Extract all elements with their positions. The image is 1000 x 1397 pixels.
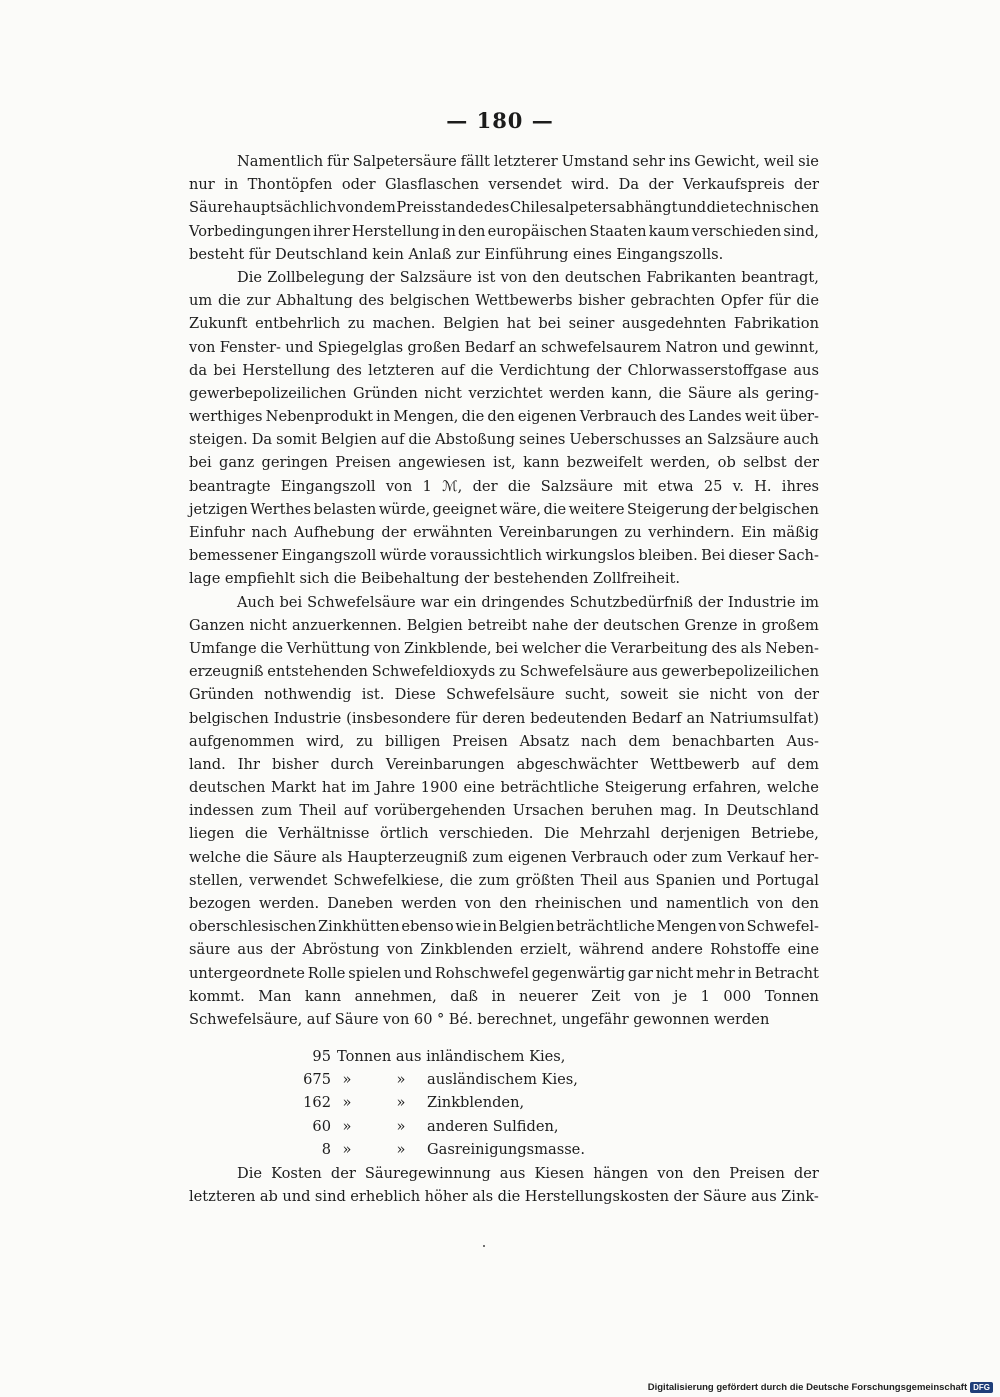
source-description: Zinkblenden, [427,1094,525,1112]
source-description: Tonnen aus inländischem Kies, [337,1048,566,1065]
text-line: erzeugniß entstehenden Schwefeldioxyds zu Schwefelsäure aus gewerbepolizeilichen [189,663,819,681]
tonnage-table [189,1045,819,1161]
text-line: von Fenster- und Spiegelglas großen Bedarf an schwefelsaurem Natron und gewinnt, [189,338,819,356]
text-line: gewerbepolizeilichen Gründen nicht verzichtet werden kann, die Säure als gering- [189,384,819,402]
text-line: Umfange die Verhüttung von Zinkblende, bei welcher die Verarbeitung des als Neben- [189,639,819,657]
ditto-mark: » [396,1117,406,1135]
dfg-logo-icon: DFG [970,1382,993,1393]
table-row [189,1138,819,1161]
text-line: belgischen Industrie (insbesondere für deren bedeutenden Bedarf an Natriumsulfat) [189,709,819,727]
text-line: land. Ihr bisher durch Vereinbarungen abgeschwächter Wettbewerb auf dem [189,755,819,773]
page-number: — 180 — [446,108,554,133]
text-line: lage empfiehlt sich die Beibehaltung der bestehenden Zollfreiheit. [189,570,681,588]
text-line: beantragte Eingangszoll von 1 ℳ, der die Salzsäure mit etwa 25 v. H. ihres [189,477,819,495]
text-line: Gründen nothwendig ist. Diese Schwefelsäure sucht, soweit sie nicht von der [189,686,819,704]
text-line: kommt. Man kann annehmen, daß in neuerer Zeit von je 1 000 Tonnen [189,987,819,1005]
table-row [189,1068,819,1091]
text-line: bemessener Eingangszoll würde voraussichtlich wirkungslos bleiben. Bei dieser Sach- [189,547,819,565]
ditto-mark: » [396,1094,406,1112]
text-line: Die Kosten der Säuregewinnung aus Kiesen hängen von den Preisen der [237,1165,819,1182]
body-text [189,150,819,1031]
text-line: Zukunft entbehrlich zu machen. Belgien hat bei seiner ausgedehnten Fabrikation [189,315,819,333]
text-line: Säure hauptsächlich von dem Preisstande des Chilesalpeters abhängt und die technischen [189,199,819,217]
text-line: Auch bei Schwefelsäure war ein dringendes Schutzbedürfniß der Industrie im [237,593,819,611]
text-line: untergeordnete Rolle spielen und Rohschwefel gegenwärtig gar nicht mehr in Betracht [189,964,819,982]
text-line: stellen, verwendet Schwefelkiese, die zum größten Theil aus Spanien und Portugal [189,871,819,889]
credit-text: Digitalisierung gefördert durch die Deutsche Forschungsgemeinschaft [647,1382,968,1393]
text-line: liegen die Verhältnisse örtlich verschieden. Die Mehrzahl derjenigen Betriebe, [189,825,819,843]
text-line: nur in Thontöpfen oder Glasflaschen versendet wird. Da der Verkaufspreis der [189,176,819,194]
text-line: um die zur Abhaltung des belgischen Wettbewerbs bisher gebrachten Opfer für die [189,292,819,310]
text-line: bei ganz geringen Preisen angewiesen ist, kann bezweifelt werden, ob selbst der [189,454,819,472]
text-line: Namentlich für Salpetersäure fällt letzterer Umstand sehr ins Gewicht, weil sie [237,153,819,170]
text-line: letzteren ab und sind erheblich höher als die Herstellungskosten der Säure aus Zink- [189,1188,819,1206]
text-line: Die Zollbelegung der Salzsäure ist von den deutschen Fabrikanten beantragt, [237,268,819,286]
source-description: ausländischem Kies, [427,1071,578,1089]
print-speck [483,1245,485,1247]
table-row [189,1045,819,1068]
text-line: bezogen werden. Daneben werden von den rheinischen und namentlich von den [189,895,819,912]
text-line: Ganzen nicht anzuerkennen. Belgien betreibt nahe der deutschen Grenze in großem [189,616,819,634]
closing-paragraph [189,1162,819,1208]
ditto-mark: » [342,1094,352,1112]
source-description: anderen Sulfiden, [427,1117,559,1135]
tonnage-value: 675 [303,1071,331,1089]
table-row [189,1115,819,1138]
text-line: aufgenommen wird, zu billigen Preisen Absatz nach dem benachbarten Aus- [189,732,819,750]
text-line: säure aus der Abröstung von Zinkblenden erzielt, während andere Rohstoffe eine [189,941,819,959]
text-line: welche die Säure als Haupterzeugniß zum eigenen Verbrauch oder zum Verkauf her- [189,848,819,866]
ditto-mark: » [342,1071,352,1089]
text-line: Schwefelsäure, auf Säure von 60 ° Bé. berechnet, ungefähr gewonnen werden [189,1010,770,1028]
ditto-mark: » [396,1140,406,1158]
source-description: Gasreinigungsmasse. [427,1140,585,1158]
text-line: jetzigen Werthes belasten würde, geeignet wäre, die weitere Steigerung der belgischen [189,500,819,518]
tonnage-value: 95 [312,1048,331,1065]
text-line: indessen zum Theil auf vorübergehenden Ursachen beruhen mag. In Deutschland [189,802,819,820]
digitization-credit [648,1382,993,1393]
text-line: Einfuhr nach Aufhebung der erwähnten Vereinbarungen zu verhindern. Ein mäßig [189,524,819,541]
text-line: deutschen Markt hat im Jahre 1900 eine beträchtliche Steigerung erfahren, welche [189,779,819,797]
tonnage-value: 162 [303,1094,331,1112]
ditto-mark: » [396,1071,406,1089]
ditto-mark: » [342,1117,352,1135]
text-line: oberschlesischen Zinkhütten ebenso wie in Belgien beträchtliche Mengen von Schwefel- [189,918,819,936]
ditto-mark: » [342,1140,352,1158]
tonnage-value: 8 [321,1140,331,1158]
tonnage-value: 60 [312,1117,331,1135]
text-line: werthiges Nebenprodukt in Mengen, die den eigenen Verbrauch des Landes weit über- [189,408,819,426]
text-line: steigen. Da somit Belgien auf die Abstoßung seines Ueberschusses an Salzsäure auch [189,431,819,449]
text-line: Vorbedingungen ihrer Herstellung in den europäischen Staaten kaum verschieden sind, [189,222,819,240]
text-line: besteht für Deutschland kein Anlaß zur Einführung eines Eingangszolls. [189,245,724,263]
text-line: da bei Herstellung des letzteren auf die Verdichtung der Chlorwasserstoffgase aus [189,361,819,379]
table-row [189,1091,819,1114]
